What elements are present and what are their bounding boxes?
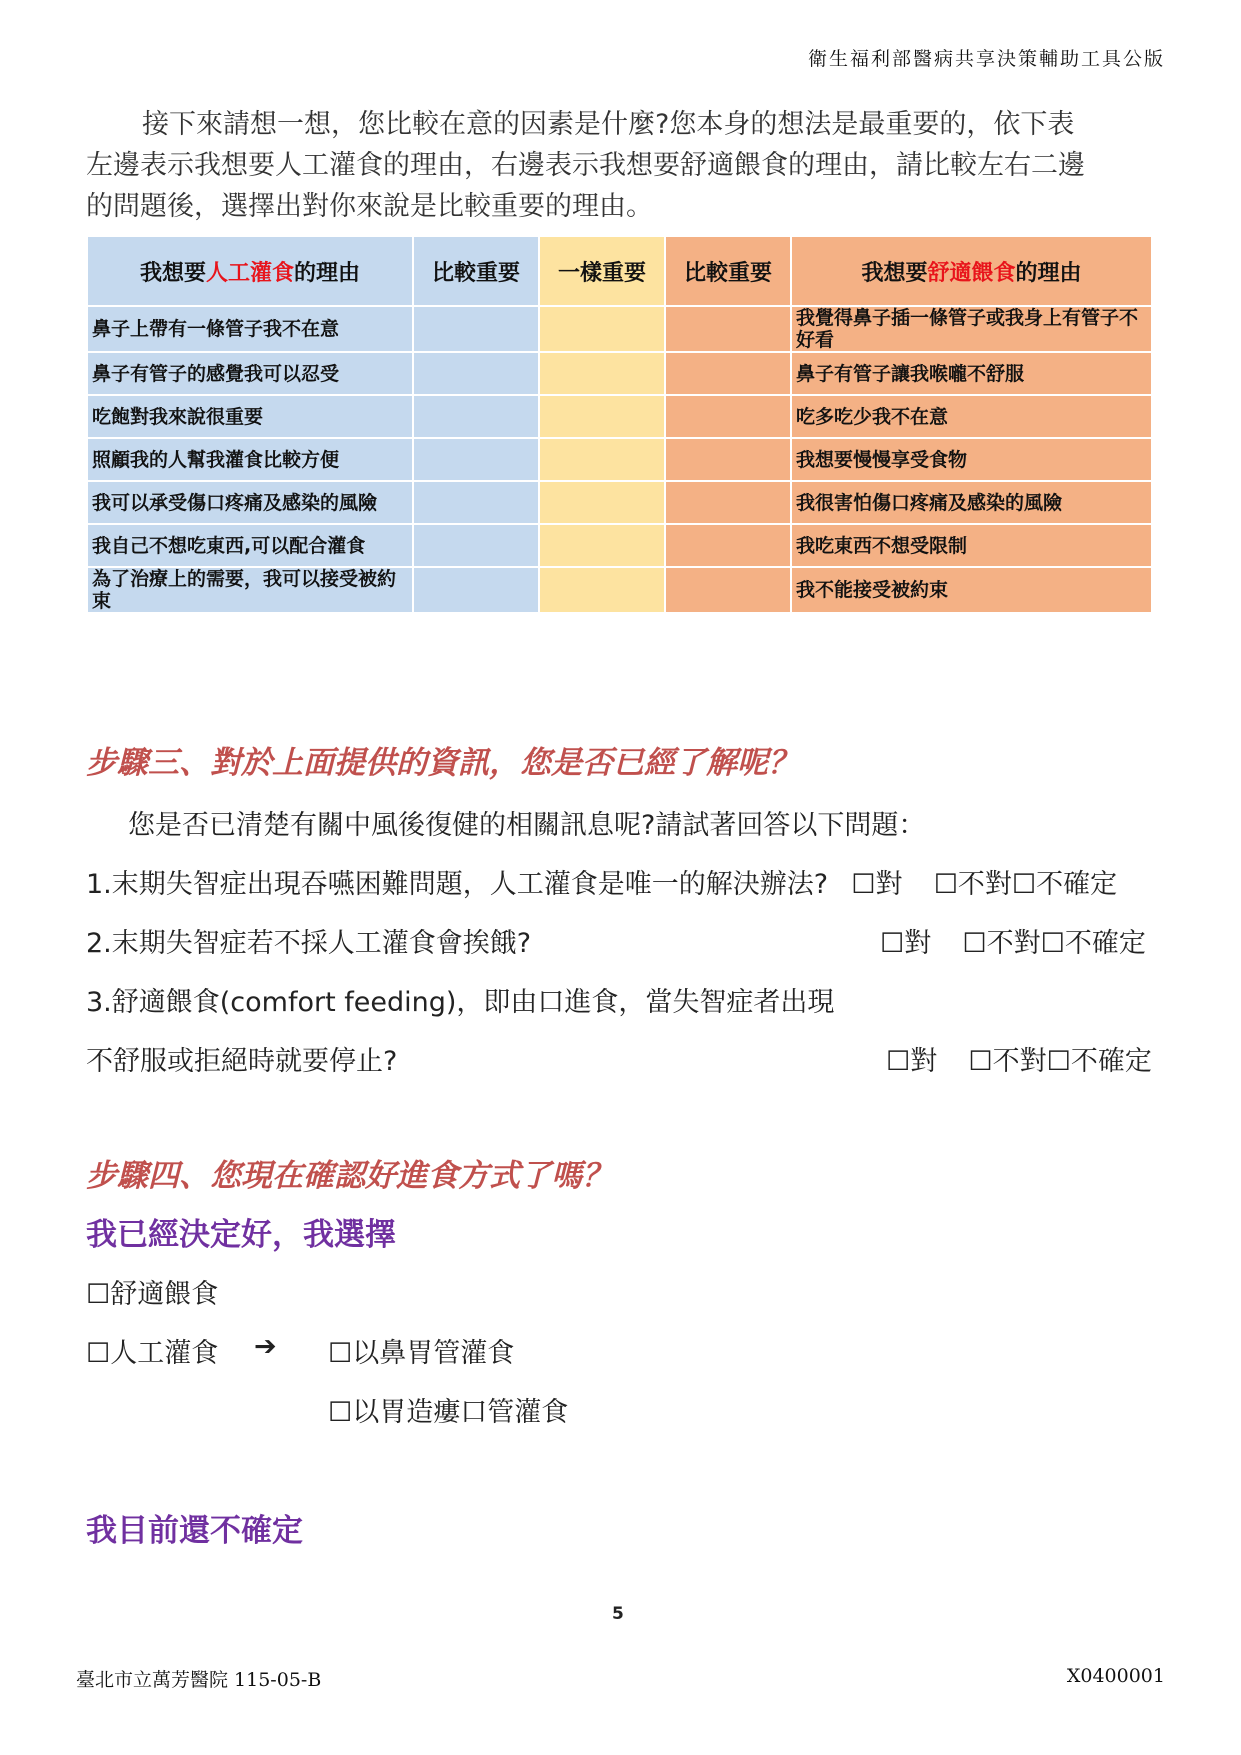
step3-intro: 您是否已清楚有關中風後復健的相關訊息呢?請試著回答以下問題：	[128, 810, 926, 841]
q2-option-unsure[interactable]: ☐不確定	[1040, 928, 1146, 959]
choice-cell-same[interactable]	[539, 524, 665, 567]
intro-line-2: 左邊表示我想要人工灌食的理由，右邊表示我想要舒適餵食的理由，請比較左右二邊	[86, 150, 1085, 181]
page-number: 5	[612, 1604, 624, 1624]
undecided-heading[interactable]: 我目前還不確定	[86, 1513, 303, 1549]
q2-option-true[interactable]: ☐對	[880, 928, 932, 959]
question-1	[86, 862, 1117, 901]
q3-option-false[interactable]: ☐不對	[968, 1046, 1047, 1077]
table-row	[87, 306, 1152, 352]
option-nasogastric-tube[interactable]: ☐以鼻胃管灌食	[328, 1338, 515, 1369]
choice-cell-more-right[interactable]	[665, 438, 791, 481]
q2-option-false[interactable]: ☐不對	[962, 928, 1041, 959]
choice-cell-more-right[interactable]	[665, 306, 791, 352]
header-comfort-feeding-reasons: 我想要舒適餵食的理由	[791, 236, 1152, 306]
choice-cell-more-right[interactable]	[665, 567, 791, 613]
reason-left: 為了治療上的需要，我可以接受被約束	[87, 567, 413, 613]
q1-option-unsure[interactable]: ☐不確定	[1011, 869, 1118, 900]
reason-right: 我吃東西不想受限制	[791, 524, 1152, 567]
reasons-comparison-table	[86, 235, 1153, 614]
choice-cell-more-left[interactable]	[413, 352, 539, 395]
intro-line-3: 的問題後，選擇出對你來說是比較重要的理由。	[86, 191, 653, 222]
choice-cell-more-right[interactable]	[665, 395, 791, 438]
reason-left: 吃飽對我來說很重要	[87, 395, 413, 438]
q3-option-unsure[interactable]: ☐不確定	[1046, 1046, 1152, 1077]
header-equally-important: 一樣重要	[539, 236, 665, 306]
header-more-important-right: 比較重要	[665, 236, 791, 306]
question-3-line-2: 不舒服或拒絕時就要停止?	[86, 1046, 398, 1077]
header-more-important-left: 比較重要	[413, 236, 539, 306]
table-header-row	[87, 236, 1152, 306]
option-comfort-feeding[interactable]: ☐舒適餵食	[86, 1279, 219, 1310]
footer-code: X0400001	[1066, 1665, 1165, 1687]
option-artificial-feeding[interactable]: ☐人工灌食	[86, 1338, 219, 1369]
choice-cell-more-left[interactable]	[413, 395, 539, 438]
choice-cell-more-right[interactable]	[665, 352, 791, 395]
question-3-line-1: 3.舒適餵食(comfort feeding)，即由口進食，當失智症者出現	[86, 987, 835, 1018]
reason-right: 我覺得鼻子插一條管子或我身上有管子不好看	[791, 306, 1152, 352]
table-row	[87, 438, 1152, 481]
reason-left: 鼻子有管子的感覺我可以忍受	[87, 352, 413, 395]
highlight-artificial-feeding: 人工灌食	[205, 260, 294, 286]
choice-cell-more-left[interactable]	[413, 567, 539, 613]
reason-right: 我想要慢慢享受食物	[791, 438, 1152, 481]
choice-cell-same[interactable]	[539, 481, 665, 524]
reason-left: 鼻子上帶有一條管子我不在意	[87, 306, 413, 352]
reason-left: 我自己不想吃東西,可以配合灌食	[87, 524, 413, 567]
choice-cell-same[interactable]	[539, 567, 665, 613]
step3-title: 步驟三、對於上面提供的資訊，您是否已經了解呢？	[86, 745, 799, 781]
document-header: 衛生福利部醫病共享決策輔助工具公版	[807, 48, 1165, 70]
step4-title: 步驟四、您現在確認好進食方式了嗎？	[86, 1158, 613, 1194]
choice-cell-more-left[interactable]	[413, 524, 539, 567]
choice-cell-same[interactable]	[539, 395, 665, 438]
table-row	[87, 567, 1152, 613]
reason-left: 我可以承受傷口疼痛及感染的風險	[87, 481, 413, 524]
header-artificial-feeding-reasons: 我想要人工灌食的理由	[87, 236, 413, 306]
choice-cell-same[interactable]	[539, 306, 665, 352]
intro-line-1: 接下來請想一想，您比較在意的因素是什麼?您本身的想法是最重要的，依下表	[142, 109, 1075, 140]
table-row	[87, 352, 1152, 395]
reason-right: 鼻子有管子讓我喉嚨不舒服	[791, 352, 1152, 395]
reason-right: 我不能接受被約束	[791, 567, 1152, 613]
choice-cell-more-right[interactable]	[665, 524, 791, 567]
q1-option-true[interactable]: ☐對	[851, 869, 903, 900]
option-gastrostomy-tube[interactable]: ☐以胃造瘻口管灌食	[328, 1397, 569, 1428]
question-2: 2.末期失智症若不採人工灌食會挨餓?	[86, 928, 532, 959]
choice-cell-same[interactable]	[539, 352, 665, 395]
decided-heading: 我已經決定好，我選擇	[86, 1217, 396, 1253]
reason-right: 我很害怕傷口疼痛及感染的風險	[791, 481, 1152, 524]
q2-options	[880, 921, 1146, 960]
choice-cell-more-left[interactable]	[413, 481, 539, 524]
intro-paragraph	[86, 104, 1156, 227]
choice-cell-more-left[interactable]	[413, 438, 539, 481]
footer-hospital: 臺北市立萬芳醫院 115-05-B	[76, 1669, 322, 1691]
table-row	[87, 481, 1152, 524]
question-1-text: 1.末期失智症出現吞嚥困難問題，人工灌食是唯一的解決辦法?	[86, 869, 829, 900]
q3-option-true[interactable]: ☐對	[886, 1046, 938, 1077]
reason-right: 吃多吃少我不在意	[791, 395, 1152, 438]
highlight-comfort-feeding: 舒適餵食	[927, 260, 1016, 286]
q3-options	[886, 1039, 1152, 1078]
reason-left: 照顧我的人幫我灌食比較方便	[87, 438, 413, 481]
choice-cell-same[interactable]	[539, 438, 665, 481]
right-arrow-icon: ➔	[254, 1331, 277, 1362]
q1-option-false[interactable]: ☐不對	[933, 869, 1012, 900]
table-row	[87, 395, 1152, 438]
table-row	[87, 524, 1152, 567]
choice-cell-more-right[interactable]	[665, 481, 791, 524]
choice-cell-more-left[interactable]	[413, 306, 539, 352]
